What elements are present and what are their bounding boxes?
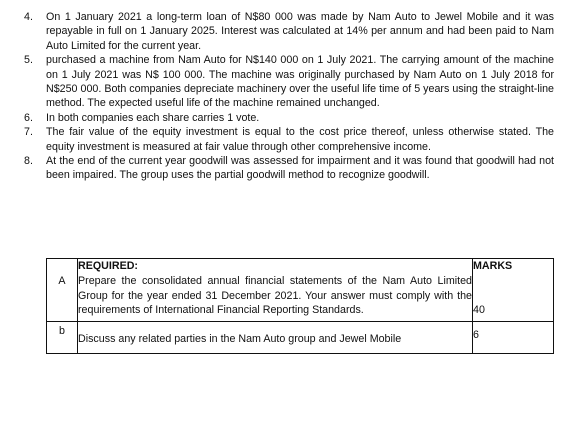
row-letter-text: A [58,275,66,287]
note-number: 5. [24,54,33,67]
required-row-b [47,322,554,354]
required-heading: REQUIRED: [78,260,138,272]
row-letter [47,322,78,354]
row-letter [47,259,78,322]
row-text: Discuss any related parties in the Nam Auto group and Jewel Mobile [78,333,402,346]
note-number: 8. [24,155,33,168]
note-number: 4. [24,11,33,23]
marks-value: 40 [473,303,485,316]
required-table [46,258,554,354]
note-text: purchased a machine from Nam Auto for N$140 000 on 1 July 2021. The carrying amount of the machine on 1 July 2021 was N$ 100 000. The machine was originally purchased by Nam Auto on 1 July 2018 for N$250 000. Both companies depreciate machinery over the useful life time of 5 years using the straight-line method. The expected useful life of the machine remained unchanged. [46,54,554,110]
row-text: Prepare the consolidated annual financial statements of the Nam Auto Limited Group for the year ended 31 December 2021. Your answer must comply with the requirements of International Financial Reporting Standards. [78,274,472,317]
row-body [78,322,473,354]
note-text: The fair value of the equity investment is equal to the cost price thereof, unless otherwise stated. The equity investment is measured at fair value through other comprehensive income. [46,126,554,153]
note-7 [24,125,554,154]
row-body [78,259,473,322]
note-number: 7. [24,126,33,139]
marks-heading: MARKS [473,260,513,272]
note-6 [24,111,554,125]
note-text: At the end of the current year goodwill was assessed for impairment and it was found that goodwill had not been impaired. The group uses the partial goodwill method to recognize goodwill. [46,155,554,182]
note-number: 6. [24,111,33,124]
note-8 [24,154,554,183]
marks-cell [473,259,554,322]
marks-value: 6 [473,329,479,342]
note-text: In both companies each share carries 1 vote. [46,111,260,124]
numbered-notes [24,10,554,183]
note-text: On 1 January 2021 a long-term loan of N$80 000 was made by Nam Auto to Jewel Mobile and it was repayable in full on 1 January 2025. Interest was calculated at 14% per annum and had been paid to Nam Auto Limited for the current year. [46,11,554,52]
marks-cell [473,322,554,354]
required-row-a [47,259,554,322]
row-letter-text: b [59,325,65,338]
note-5 [24,53,554,111]
note-4 [24,10,554,53]
